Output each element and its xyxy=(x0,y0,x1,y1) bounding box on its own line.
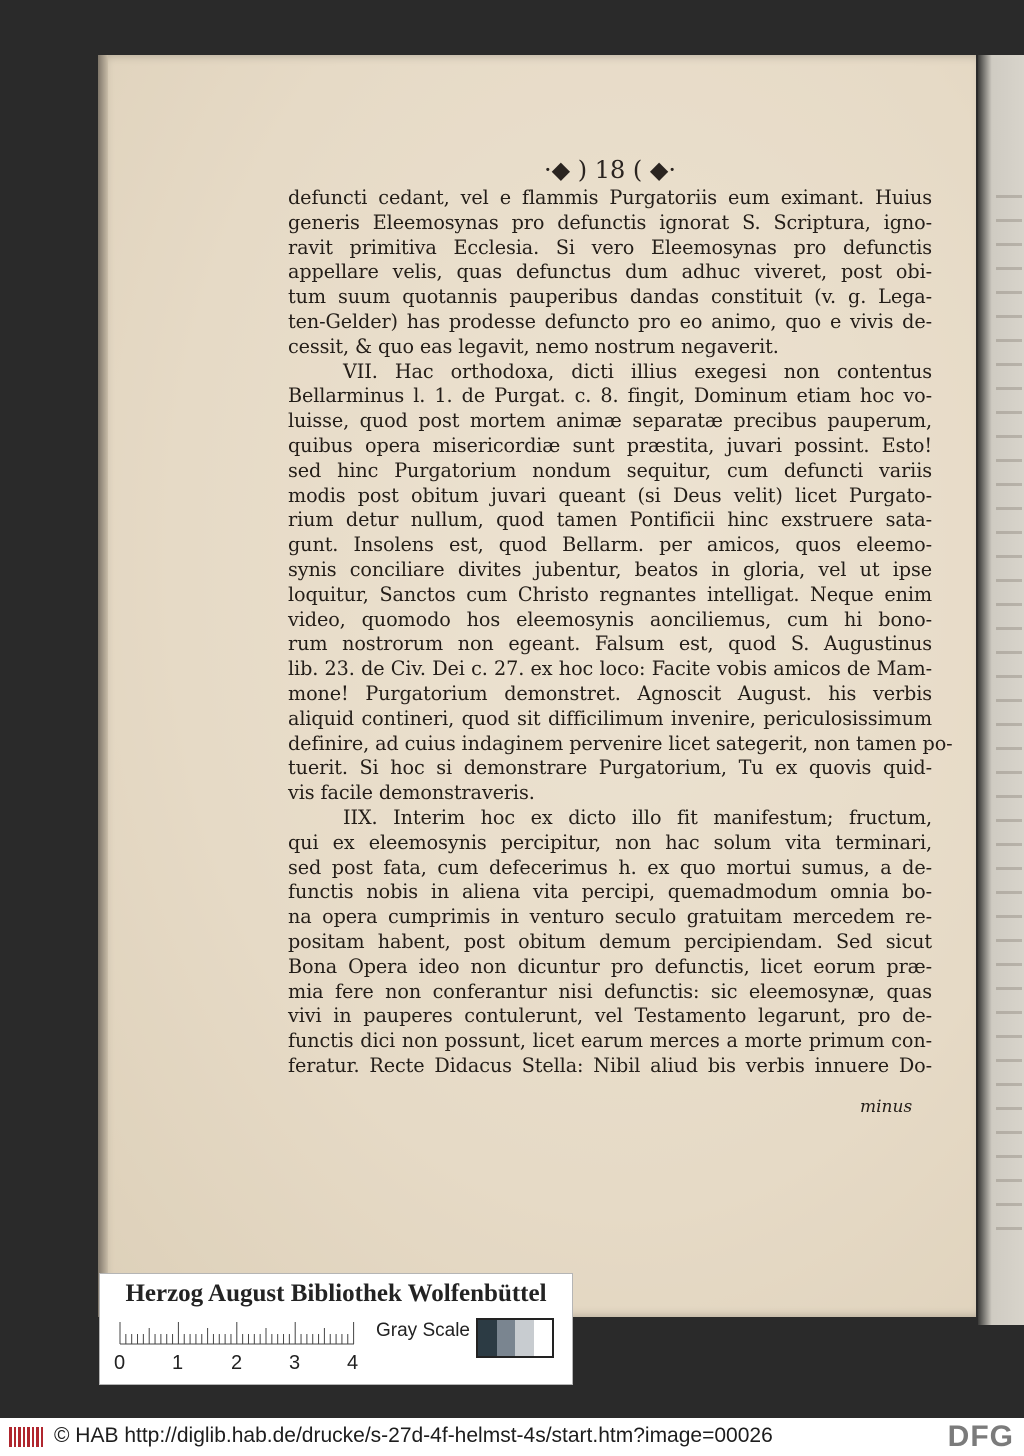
text-line: na opera cumprimis in venturo seculo gratuitam mercedem re- xyxy=(288,905,932,929)
text-line: mone! Purgatorium demonstret. Agnoscit August. his verbis xyxy=(288,681,932,705)
text-line: sed hinc Purgatorium nondum sequitur, cum defuncti variis xyxy=(288,458,932,482)
text-line: modis post obitum juvari queant (si Deus velit) licet Purgato- xyxy=(288,483,932,507)
text-line: functis nobis in aliena vita percipi, quemadmodum omnia bo- xyxy=(288,880,932,904)
footer-bar xyxy=(0,1418,1024,1456)
text-line: tuerit. Si hoc si demonstrare Purgatorium, Tu ex quovis quid- xyxy=(288,756,932,780)
ruler-number: 2 xyxy=(231,1352,243,1374)
text-line: Bellarminus l. 1. de Purgat. c. 8. fingit, Dominum etiam hoc vo- xyxy=(288,384,932,408)
text-line: qui ex eleemosynis percipitur, non hac solum vita terminari, xyxy=(288,830,932,854)
gray-scale-swatch xyxy=(476,1318,554,1358)
text-line: VII. Hac orthodoxa, dicti illius exegesi non contentus xyxy=(343,359,932,383)
paragraph-1 xyxy=(288,186,932,360)
text-line: positam habent, post obitum demum percipiendam. Sed sicut xyxy=(288,929,932,953)
text-line: ten-Gelder) has prodesse defuncto pro eo animo, quo e vivis de- xyxy=(288,309,932,333)
text-line: feratur. Recte Didacus Stella: Nibil aliud bis verbis innuere Do- xyxy=(288,1053,932,1077)
text-line: gunt. Insolens est, quod Bellarm. per amicos, quos eleemo- xyxy=(288,533,932,557)
swatch-dark xyxy=(478,1320,497,1356)
text-line: mia fere non conferantur nisi defunctis: sic eleemosynæ, quas xyxy=(288,979,932,1003)
text-line: rum nostrorum non egeant. Falsum est, quod S. Augustinus xyxy=(288,632,932,656)
text-line: rium detur nullum, quod tamen Pontificii hinc exstruere sata- xyxy=(288,508,932,532)
ruler-number: 4 xyxy=(347,1352,359,1374)
text-line: quibus opera misericordiæ sunt præstita, juvari possint. Esto! xyxy=(288,433,932,457)
swatch-light xyxy=(515,1320,534,1356)
hab-barcode-icon xyxy=(8,1424,44,1450)
text-line: sed post fata, cum defecerimus h. ex quo mortui sumus, a de- xyxy=(288,855,932,879)
ruler-ticks-svg xyxy=(118,1320,368,1350)
text-line: luisse, quod post mortem animæ separatæ precibus pauperum, xyxy=(288,409,932,433)
text-line: generis Eleemosynas pro defunctis ignorat S. Scriptura, igno- xyxy=(288,210,932,234)
text-line: video, quomodo hos eleemosynis aonciliemus, cum hi bono- xyxy=(288,607,932,631)
text-line: ravit primitiva Ecclesia. Si vero Eleemosynas pro defunctis xyxy=(288,235,932,259)
text-line: tum suum quotannis pauperibus dandas constituit (v. g. Lega- xyxy=(288,285,932,309)
catchword: minus xyxy=(860,1097,913,1117)
library-name: Herzog August Bibliothek Wolfenbüttel xyxy=(125,1280,547,1307)
text-line: functis dici non possunt, licet earum merces a morte primum con- xyxy=(288,1029,932,1053)
ruler-number: 1 xyxy=(172,1352,184,1374)
paragraph-3 xyxy=(288,806,932,1079)
text-line: definire, ad cuius indaginem pervenire licet sategerit, non tamen po- xyxy=(288,731,953,755)
adjacent-page-edge xyxy=(978,55,1024,1325)
bleed-through-text xyxy=(996,195,1022,1245)
ruler-number: 3 xyxy=(289,1352,301,1374)
text-line: cessit, & quo eas legavit, nemo nostrum negaverit. xyxy=(288,334,779,358)
text-line: lib. 23. de Civ. Dei c. 27. ex hoc loco: Facite vobis amicos de Mam- xyxy=(288,657,932,681)
text-line: aliquid contineri, quod sit difficilimum invenire, periculosissimum xyxy=(288,706,932,730)
page-header: ·◆ ) 18 ( ◆· xyxy=(544,156,676,184)
text-line: vivi in pauperes contulerunt, vel Testamento legarunt, pro de- xyxy=(288,1004,932,1028)
source-url[interactable]: © HAB http://diglib.hab.de/drucke/s-27d-4f-helmst-4s/start.htm?image=00026 xyxy=(54,1424,773,1447)
text-line: vis facile demonstraveris. xyxy=(288,781,535,805)
text-line: appellare velis, quas defunctus dum adhuc viveret, post obi- xyxy=(288,260,932,284)
text-line: defuncti cedant, vel e flammis Purgatoriis eum eximant. Huius xyxy=(288,186,932,209)
ruler-number: 0 xyxy=(114,1352,126,1374)
swatch-white xyxy=(534,1320,553,1356)
gray-scale-label: Gray Scale xyxy=(376,1320,470,1341)
text-line: loquitur, Sanctos cum Christo regnantes intelligat. Neque enim xyxy=(288,582,932,606)
color-calibration-card xyxy=(99,1273,573,1385)
text-line: IIX. Interim hoc ex dicto illo fit manifestum; fructum, xyxy=(343,805,932,829)
page-gutter-edge xyxy=(98,55,108,1317)
dfg-logo: DFG xyxy=(947,1420,1014,1453)
text-line: synis conciliare divites jubentur, beatos in gloria, vel ut ipse xyxy=(288,557,932,581)
page-text xyxy=(288,186,953,1079)
paragraph-2 xyxy=(288,359,953,806)
text-line: Bona Opera ideo non dicuntur pro defunctis, licet eorum præ- xyxy=(288,954,932,978)
swatch-mid xyxy=(497,1320,516,1356)
